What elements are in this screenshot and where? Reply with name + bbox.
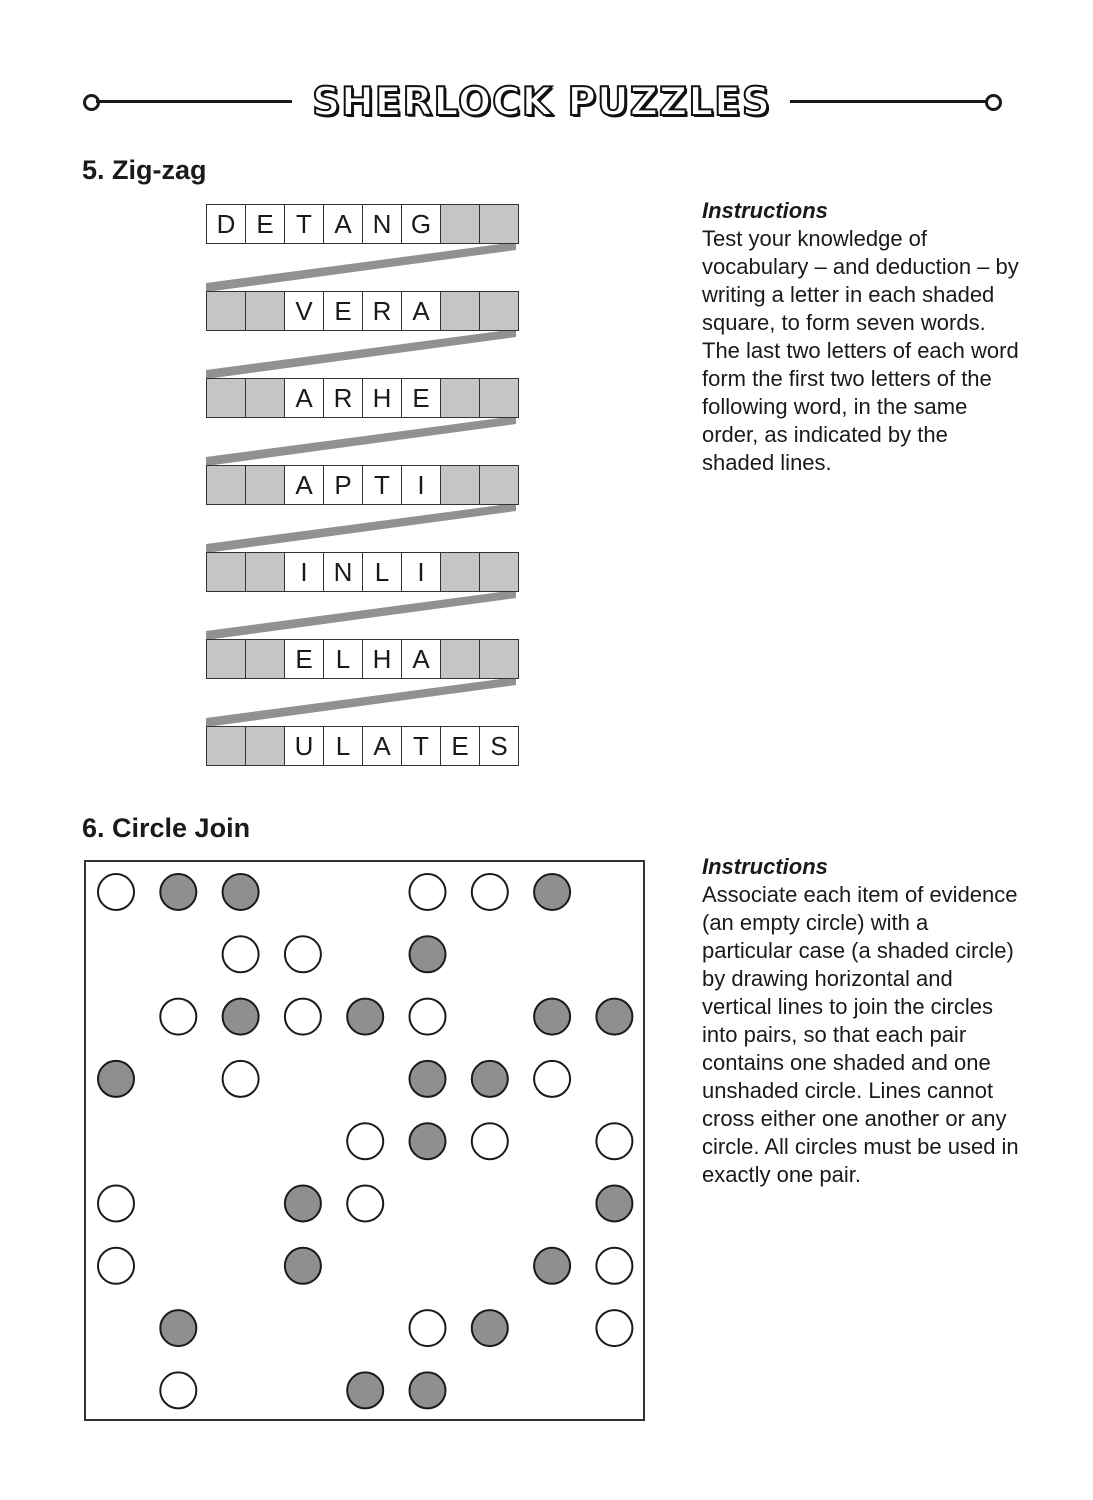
zigzag-row [206,726,519,764]
zigzag-connector-band [206,329,516,379]
zigzag-answer-cell[interactable] [206,726,246,766]
zigzag-letter-cell: L [323,639,363,679]
zigzag-answer-cell[interactable] [479,291,519,331]
puzzle-5-title: 5. Zig-zag [82,155,207,185]
zigzag-letter-cell: T [284,204,324,244]
zigzag-letter-cell: H [362,639,402,679]
zigzag-letter-cell: A [401,291,441,331]
puzzle-6-instructions-text: Associate each item of evidence (an empty circle) with a particular case (a shaded circle) by drawing horizontal and vertical lines to join the circles into pairs, so that each pair contains one shaded and one unshaded circle. Lines cannot cross either one another or any circle. All circles must be used in exactly one pair. [702,882,1019,1187]
shaded-circle[interactable] [160,874,196,910]
empty-circle[interactable] [160,1372,196,1408]
zigzag-letter-cell: T [362,465,402,505]
zigzag-letter-cell: R [323,378,363,418]
empty-circle[interactable] [347,1123,383,1159]
zigzag-letter-cell: T [401,726,441,766]
zigzag-answer-cell[interactable] [440,465,480,505]
zigzag-letter-cell: H [362,378,402,418]
shaded-circle[interactable] [534,999,570,1035]
shaded-circle[interactable] [98,1061,134,1097]
zigzag-answer-cell[interactable] [479,639,519,679]
zigzag-letter-cell: L [323,726,363,766]
empty-circle[interactable] [285,936,321,972]
shaded-circle[interactable] [223,874,259,910]
puzzle-5-instructions [702,197,1022,477]
puzzle-6-instructions [702,853,1022,1189]
zigzag-letter-cell: I [284,552,324,592]
zigzag-letter-cell: E [401,378,441,418]
zigzag-answer-cell[interactable] [245,726,285,766]
zigzag-row [206,639,519,677]
shaded-circle[interactable] [410,1372,446,1408]
zigzag-connector-band [206,677,516,727]
zigzag-letter-cell: L [362,552,402,592]
empty-circle[interactable] [596,1248,632,1284]
zigzag-answer-cell[interactable] [440,552,480,592]
shaded-circle[interactable] [472,1310,508,1346]
shaded-circle[interactable] [347,1372,383,1408]
puzzle-5-instructions-text: Test your knowledge of vocabulary – and deduction – by writing a letter in each shaded square, to form seven words. The last two letters of each word form the first two letters of the following word, in the same order, as indicated by the shaded lines. [702,226,1019,475]
empty-circle[interactable] [98,1248,134,1284]
puzzle-5-instructions-heading: Instructions [702,198,828,223]
empty-circle[interactable] [410,999,446,1035]
zigzag-letter-cell: D [206,204,246,244]
shaded-circle[interactable] [410,1123,446,1159]
zigzag-connector-band [206,590,516,640]
puzzle-6-instructions-heading: Instructions [702,854,828,879]
zigzag-letter-cell: I [401,465,441,505]
shaded-circle[interactable] [534,874,570,910]
empty-circle[interactable] [223,1061,259,1097]
zigzag-connector-band [206,242,516,292]
empty-circle[interactable] [160,999,196,1035]
zigzag-row [206,291,519,329]
zigzag-answer-cell[interactable] [245,291,285,331]
zigzag-answer-cell[interactable] [206,465,246,505]
zigzag-answer-cell[interactable] [245,639,285,679]
zigzag-letter-cell: A [323,204,363,244]
shaded-circle[interactable] [596,1186,632,1222]
zigzag-answer-cell[interactable] [206,291,246,331]
zigzag-row [206,378,519,416]
zigzag-letter-cell: A [362,726,402,766]
zigzag-letter-cell: A [284,378,324,418]
zigzag-answer-cell[interactable] [206,378,246,418]
zigzag-letter-cell: E [440,726,480,766]
circle-join-grid [84,860,645,1421]
zigzag-answer-cell[interactable] [245,552,285,592]
zigzag-letter-cell: U [284,726,324,766]
zigzag-letter-cell: S [479,726,519,766]
zigzag-letter-cell: N [362,204,402,244]
zigzag-letter-cell: A [401,639,441,679]
zigzag-answer-cell[interactable] [206,552,246,592]
empty-circle[interactable] [410,1310,446,1346]
empty-circle[interactable] [223,936,259,972]
empty-circle[interactable] [285,999,321,1035]
shaded-circle[interactable] [160,1310,196,1346]
zigzag-letter-cell: G [401,204,441,244]
zigzag-letter-cell: I [401,552,441,592]
zigzag-letter-cell: E [323,291,363,331]
empty-circle[interactable] [596,1123,632,1159]
empty-circle[interactable] [596,1310,632,1346]
zigzag-row [206,465,519,503]
shaded-circle[interactable] [223,999,259,1035]
shaded-circle[interactable] [534,1248,570,1284]
zigzag-letter-cell: P [323,465,363,505]
zigzag-answer-cell[interactable] [440,639,480,679]
zigzag-letter-cell: A [284,465,324,505]
shaded-circle[interactable] [472,1061,508,1097]
shaded-circle[interactable] [347,999,383,1035]
empty-circle[interactable] [98,874,134,910]
shaded-circle[interactable] [285,1248,321,1284]
shaded-circle[interactable] [410,1061,446,1097]
zigzag-answer-cell[interactable] [440,378,480,418]
zigzag-row [206,204,519,242]
shaded-circle[interactable] [410,936,446,972]
empty-circle[interactable] [410,874,446,910]
shaded-circle[interactable] [596,999,632,1035]
empty-circle[interactable] [347,1186,383,1222]
zigzag-answer-cell[interactable] [206,639,246,679]
zigzag-answer-cell[interactable] [440,291,480,331]
zigzag-answer-cell[interactable] [479,465,519,505]
zigzag-letter-cell: E [245,204,285,244]
empty-circle[interactable] [472,874,508,910]
empty-circle[interactable] [98,1186,134,1222]
zigzag-connector-band [206,416,516,466]
shaded-circle[interactable] [285,1186,321,1222]
zigzag-answer-cell[interactable] [479,552,519,592]
zigzag-answer-cell[interactable] [245,465,285,505]
zigzag-answer-cell[interactable] [245,378,285,418]
zigzag-answer-cell[interactable] [440,204,480,244]
zigzag-row [206,552,519,590]
zigzag-answer-cell[interactable] [479,204,519,244]
zigzag-letter-cell: E [284,639,324,679]
zigzag-letter-cell: N [323,552,363,592]
zigzag-answer-cell[interactable] [479,378,519,418]
empty-circle[interactable] [534,1061,570,1097]
zigzag-connector-band [206,503,516,553]
zigzag-letter-cell: V [284,291,324,331]
empty-circle[interactable] [472,1123,508,1159]
circle-join-canvas [86,862,643,1419]
page-title: SHERLOCK PUZZLES [312,80,771,125]
puzzle-6-title: 6. Circle Join [82,813,251,843]
zigzag-letter-cell: R [362,291,402,331]
